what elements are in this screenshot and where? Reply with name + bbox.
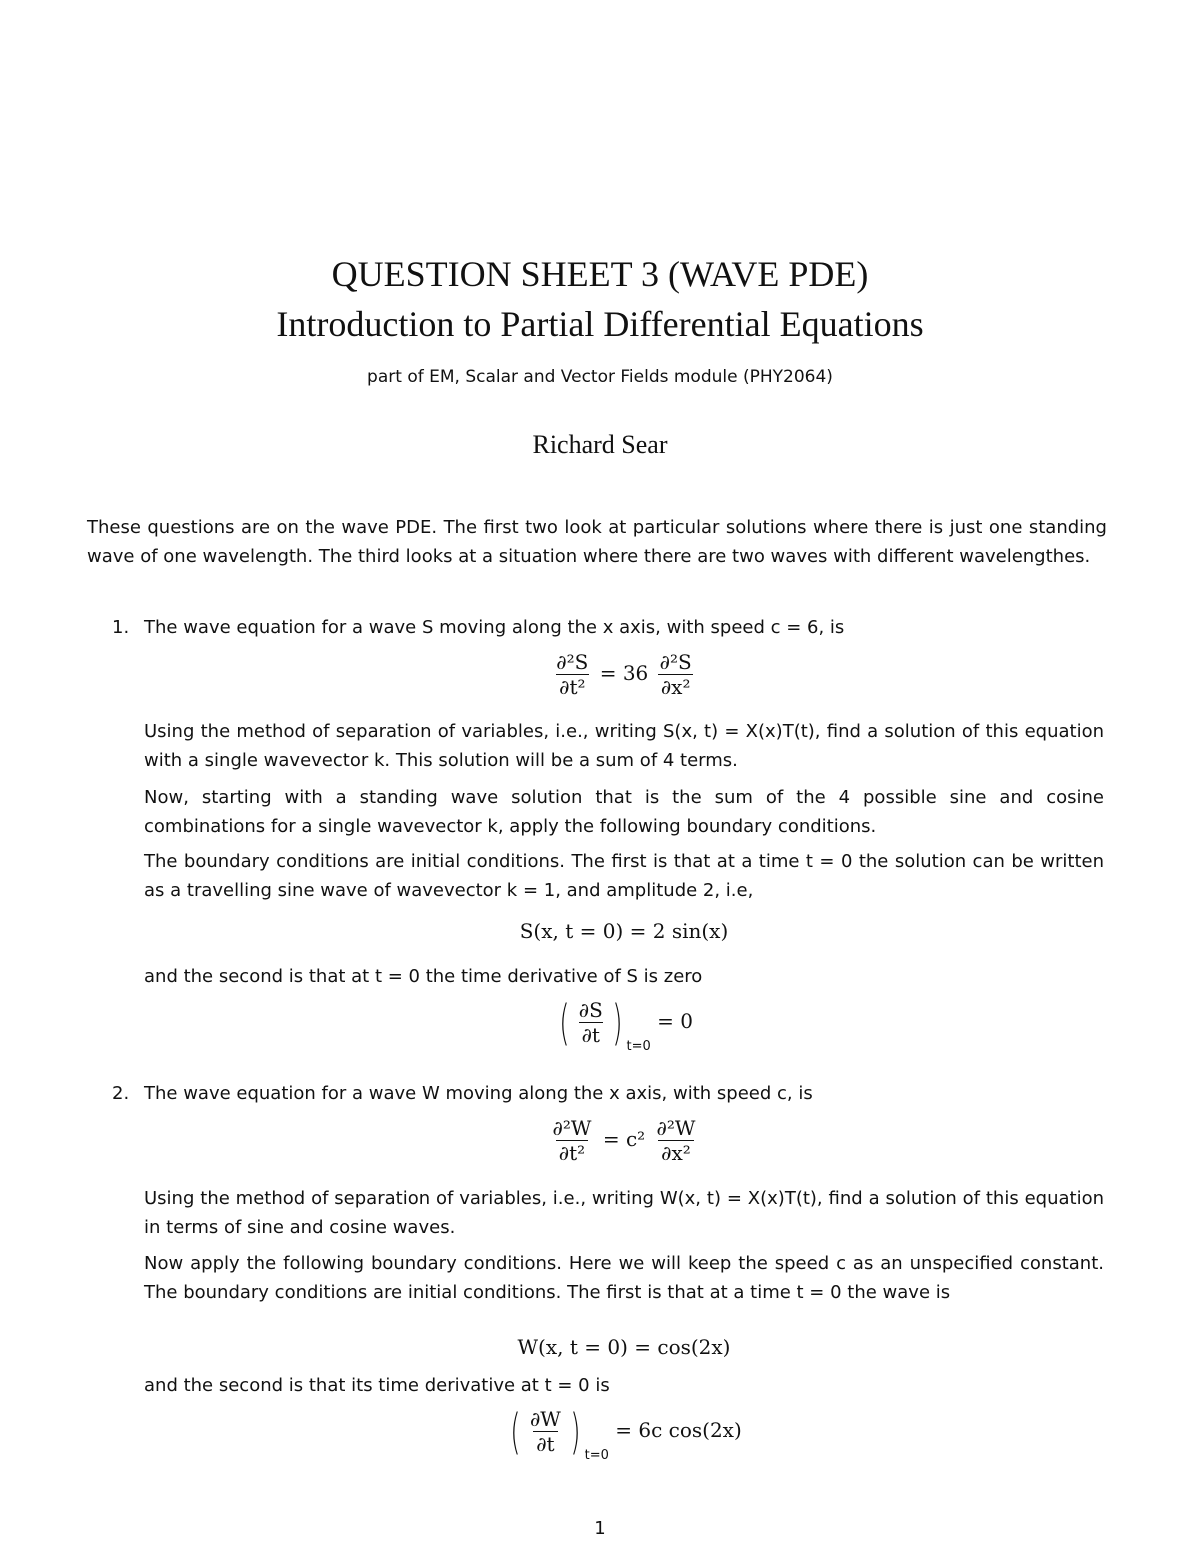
wave-equation-2 bbox=[144, 1116, 1104, 1165]
boundary-condition-1: S(x, t = 0) = 2 sin(x) bbox=[519, 919, 729, 943]
question-number: 1. bbox=[112, 617, 130, 638]
page-number: 1 bbox=[594, 1518, 606, 1539]
boundary-condition-3: W(x, t = 0) = cos(2x) bbox=[517, 1335, 731, 1359]
left-paren: ( bbox=[559, 994, 570, 1051]
question-lead: The wave equation for a wave S moving along the x axis, with speed c = 6, is bbox=[144, 617, 845, 638]
right-paren: ) bbox=[570, 1403, 581, 1460]
fraction bbox=[550, 1116, 595, 1165]
question-number: 2. bbox=[112, 1083, 130, 1104]
numerator: ∂W bbox=[529, 1407, 561, 1431]
fraction bbox=[657, 650, 695, 699]
right-paren: ) bbox=[611, 994, 623, 1051]
numerator: ∂²S bbox=[659, 650, 692, 674]
equation-operator: = 36 bbox=[599, 661, 649, 685]
wave-equation-1 bbox=[144, 650, 1104, 699]
boundary-condition-2 bbox=[144, 994, 1104, 1054]
q1-paragraph-3: The boundary conditions are initial conditions. The first is that at a time t = 0 the solution can be written as a travelling sine wave of wavevector k = 1, and amplitude 2, i.e, bbox=[144, 851, 1104, 901]
question-lead: The wave equation for a wave W moving along the x axis, with speed c, is bbox=[144, 1083, 813, 1104]
q2-paragraph-3: and the second is that its time derivative at t = 0 is bbox=[144, 1375, 610, 1396]
sheet-title: QUESTION SHEET 3 (WAVE PDE) bbox=[331, 254, 869, 294]
left-paren: ( bbox=[510, 1403, 521, 1460]
fraction bbox=[654, 1116, 699, 1165]
author-name: Richard Sear bbox=[532, 430, 668, 459]
numerator: ∂²S bbox=[556, 650, 589, 674]
q2-paragraph-2: Now apply the following boundary conditions. Here we will keep the speed c as an unspecified constant. The boundary conditions are initial conditions. The first is that at a time t = 0 the wave is bbox=[144, 1253, 1104, 1303]
module-line: part of EM, Scalar and Vector Fields module (PHY2064) bbox=[367, 367, 833, 387]
numerator: ∂²W bbox=[656, 1116, 696, 1140]
denominator: ∂t bbox=[533, 1431, 557, 1456]
evaluation-subscript: t=0 bbox=[626, 1039, 651, 1054]
denominator: ∂t bbox=[579, 1022, 603, 1047]
q1-paragraph-4: and the second is that at t = 0 the time derivative of S is zero bbox=[144, 966, 703, 987]
q2-paragraph-1: Using the method of separation of variables, i.e., writing W(x, t) = X(x)T(t), find a solution of this equation in terms of sine and cosine waves. bbox=[144, 1188, 1104, 1238]
q1-paragraph-2: Now, starting with a standing wave solution that is the sum of the 4 possible sine and cosine combinations for a single wavevector k, apply the following boundary conditions. bbox=[144, 787, 1104, 837]
denominator: ∂t² bbox=[556, 1140, 588, 1165]
fraction bbox=[553, 650, 591, 699]
fraction bbox=[527, 1407, 564, 1456]
equation-rhs: = 0 bbox=[657, 1009, 693, 1033]
numerator: ∂S bbox=[578, 998, 603, 1022]
denominator: ∂t² bbox=[556, 674, 588, 699]
equation-operator: = c² bbox=[602, 1127, 646, 1151]
numerator: ∂²W bbox=[552, 1116, 592, 1140]
boundary-condition-4 bbox=[144, 1403, 1104, 1463]
intro-paragraph: These questions are on the wave PDE. The first two look at particular solutions where there is just one standing wave of one wavelength. The third looks at a situation where there are two waves with different wavelengthes. bbox=[87, 517, 1107, 567]
q1-paragraph-1: Using the method of separation of variables, i.e., writing S(x, t) = X(x)T(t), find a solution of this equation with a single wavevector k. This solution will be a sum of 4 terms. bbox=[144, 721, 1104, 771]
evaluation-subscript: t=0 bbox=[584, 1448, 609, 1463]
course-title: Introduction to Partial Differential Equations bbox=[276, 304, 924, 344]
equation-rhs: = 6c cos(2x) bbox=[615, 1418, 742, 1442]
denominator: ∂x² bbox=[658, 674, 694, 699]
fraction bbox=[576, 998, 606, 1047]
denominator: ∂x² bbox=[658, 1140, 694, 1165]
